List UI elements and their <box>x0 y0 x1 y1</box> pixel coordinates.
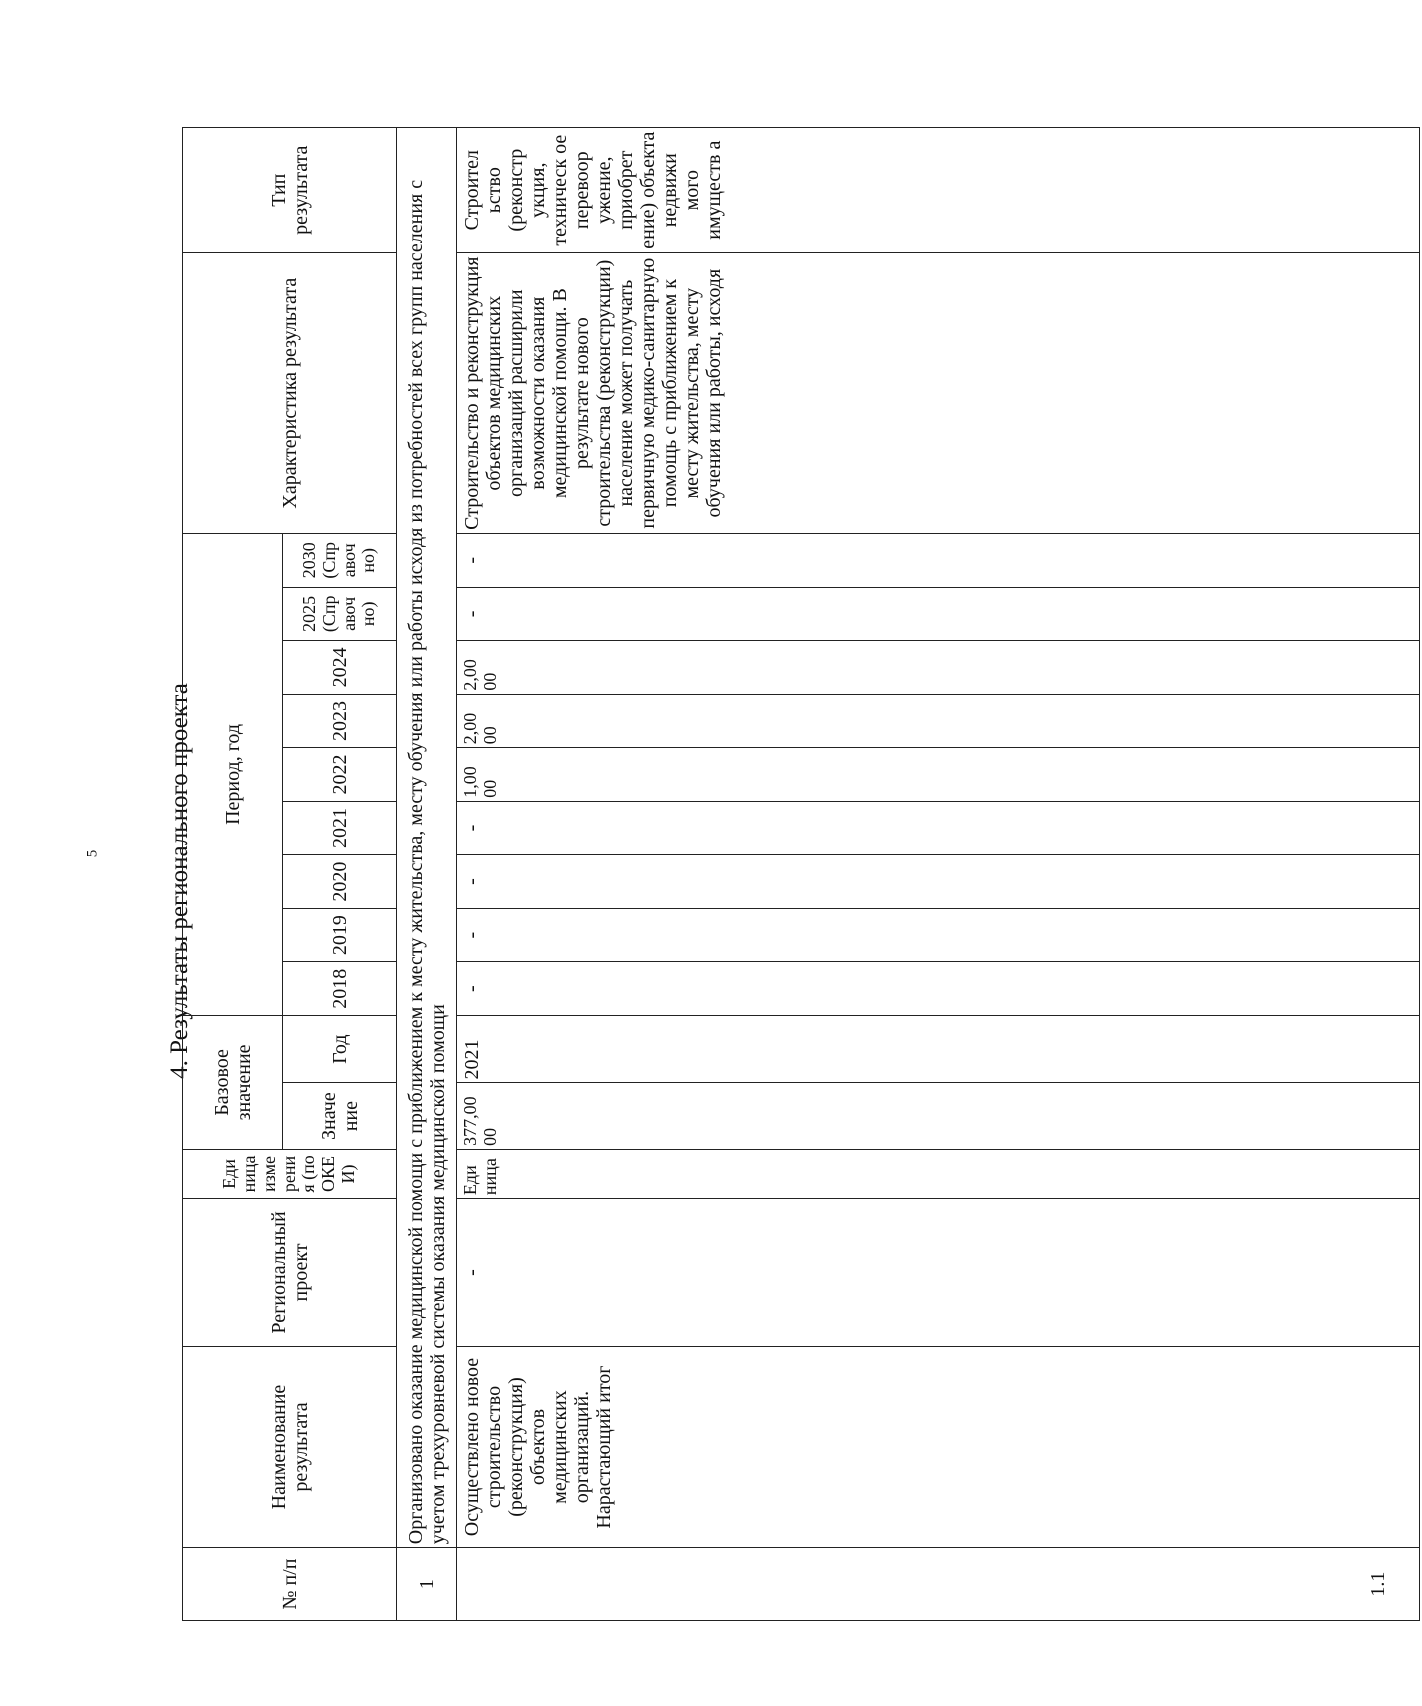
row-value-2030: - <box>457 533 1420 587</box>
row-value-2025: - <box>457 587 1420 641</box>
row-value-2021: - <box>457 801 1420 855</box>
row-unit: Еди ница <box>457 1149 1420 1198</box>
header-year-2025: 2025 (Спр авоч но) <box>283 587 397 641</box>
row-value-2020: - <box>457 855 1420 909</box>
section-title: 4. Результаты регионального проекта <box>166 683 193 1079</box>
header-base-year: Год <box>283 1015 397 1082</box>
header-num: № п/п <box>183 1548 397 1621</box>
header-year-2030: 2030 (Спр авоч но) <box>283 533 397 587</box>
row-base-year: 2021 <box>457 1015 1420 1082</box>
header-year-2021: 2021 <box>283 801 397 855</box>
header-year-2024: 2024 <box>283 641 397 695</box>
header-year-2019: 2019 <box>283 908 397 962</box>
row-value-2018: - <box>457 962 1420 1016</box>
header-year-2022: 2022 <box>283 748 397 802</box>
header-year-2020: 2020 <box>283 855 397 909</box>
row-regional-project: - <box>457 1199 1420 1347</box>
header-base: Базовое значение <box>183 1015 283 1149</box>
row-characteristic: Строительство и реконструкция объектов медицинских организаций расширили возможности оказания медицинской помощи. В результате нового строительства (реконструкции) население может получать первичную медико-санитарную помощь с приближением к месту жительства, месту обучения или работы, исходя <box>457 253 1420 534</box>
header-type: Тип результата <box>183 128 397 253</box>
section-description: Организовано оказание медицинской помощи с приближением к месту жительства, месту обучения или работы исходя из потребностей всех групп населения с учетом трехуровневой системы оказания медицинской помощи <box>397 128 457 1548</box>
row-value-2023: 2,00 00 <box>457 694 1420 748</box>
row-value-2019: - <box>457 908 1420 962</box>
header-year-2018: 2018 <box>283 962 397 1016</box>
row-name: Осуществлено новое строительство (реконструкция) объектов медицинских организаций. Нарастающий итог <box>457 1346 1420 1547</box>
header-name: Наименование результата <box>183 1346 397 1547</box>
header-base-value: Значе ние <box>283 1083 397 1149</box>
header-year-2023: 2023 <box>283 694 397 748</box>
page-number: 5 <box>84 849 101 858</box>
header-unit: Еди ница изме рени я (по ОКЕ И) <box>183 1149 397 1198</box>
row-type: Строител ьство (реконстр укция, техническ ое перевоор ужение, приобрет ение) объекта недвижи мого имуществ а <box>457 128 1420 253</box>
row-value-2022: 1,00 00 <box>457 748 1420 802</box>
row-number: 1.1 <box>457 1548 1420 1621</box>
results-table <box>182 127 1420 1621</box>
landscape-content <box>160 126 1422 1636</box>
header-period: Период, год <box>183 533 283 1015</box>
row-base-value: 377,00 00 <box>457 1083 1420 1149</box>
header-regional-project: Региональный проект <box>183 1199 397 1347</box>
header-characteristic: Характеристика результата <box>183 253 397 534</box>
section-number: 1 <box>397 1548 457 1621</box>
row-value-2024: 2,00 00 <box>457 641 1420 695</box>
